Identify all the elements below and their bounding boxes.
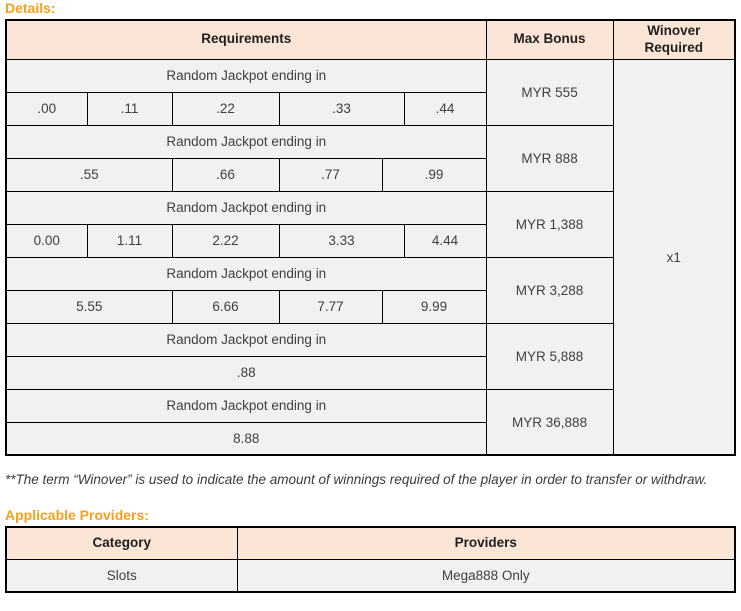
max-bonus-header: Max Bonus xyxy=(486,20,613,59)
ending-value-cell: 4.44 xyxy=(404,224,486,257)
ending-value-cell: .22 xyxy=(172,92,279,125)
ending-value-cell: 1.11 xyxy=(87,224,172,257)
winover-value-cell: x1 xyxy=(613,59,735,455)
ending-value-cell: .55 xyxy=(6,158,172,191)
category-header: Category xyxy=(6,527,237,559)
max-bonus-cell: MYR 555 xyxy=(486,59,613,125)
jackpot-ending-label: Random Jackpot ending in xyxy=(6,257,486,290)
ending-value-cell: 5.55 xyxy=(6,290,172,323)
jackpot-ending-label: Random Jackpot ending in xyxy=(6,323,486,356)
ending-value-cell: .77 xyxy=(279,158,382,191)
jackpot-ending-label: Random Jackpot ending in xyxy=(6,125,486,158)
ending-value-cell: 8.88 xyxy=(6,422,486,455)
max-bonus-cell: MYR 5,888 xyxy=(486,323,613,389)
requirements-header: Requirements xyxy=(6,20,486,59)
jackpot-ending-label: Random Jackpot ending in xyxy=(6,389,486,422)
ending-value-cell: .11 xyxy=(87,92,172,125)
providers-header: Providers xyxy=(237,527,735,559)
ending-value-cell: .66 xyxy=(172,158,279,191)
max-bonus-cell: MYR 888 xyxy=(486,125,613,191)
ending-value-cell: .88 xyxy=(6,356,486,389)
table-row xyxy=(6,559,735,592)
ending-value-cell: 0.00 xyxy=(6,224,87,257)
ending-value-cell: 7.77 xyxy=(279,290,382,323)
ending-value-cell: .99 xyxy=(382,158,486,191)
max-bonus-cell: MYR 1,388 xyxy=(486,191,613,257)
max-bonus-cell: MYR 3,288 xyxy=(486,257,613,323)
ending-value-cell: .44 xyxy=(404,92,486,125)
ending-value-cell: 9.99 xyxy=(382,290,486,323)
ending-value-cell: .33 xyxy=(279,92,404,125)
providers-section xyxy=(5,508,737,593)
ending-value-cell: 3.33 xyxy=(279,224,404,257)
details-heading: Details: xyxy=(5,0,56,16)
category-cell: Slots xyxy=(6,559,237,592)
jackpot-ending-label: Random Jackpot ending in xyxy=(6,59,486,92)
details-table xyxy=(5,19,736,456)
ending-value-cell: 2.22 xyxy=(172,224,279,257)
ending-value-cell: 6.66 xyxy=(172,290,279,323)
winover-footnote: **The term “Winover” is used to indicate the amount of winnings required of the player in order to transfer or withdraw. xyxy=(5,472,708,488)
applicable-providers-heading: Applicable Providers: xyxy=(5,507,149,524)
providers-table xyxy=(5,526,736,593)
jackpot-ending-label: Random Jackpot ending in xyxy=(6,191,486,224)
ending-value-cell: .00 xyxy=(6,92,87,125)
max-bonus-cell: MYR 36,888 xyxy=(486,389,613,455)
providers-cell: Mega888 Only xyxy=(237,559,735,592)
winover-required-header: Winover Required xyxy=(613,20,735,59)
